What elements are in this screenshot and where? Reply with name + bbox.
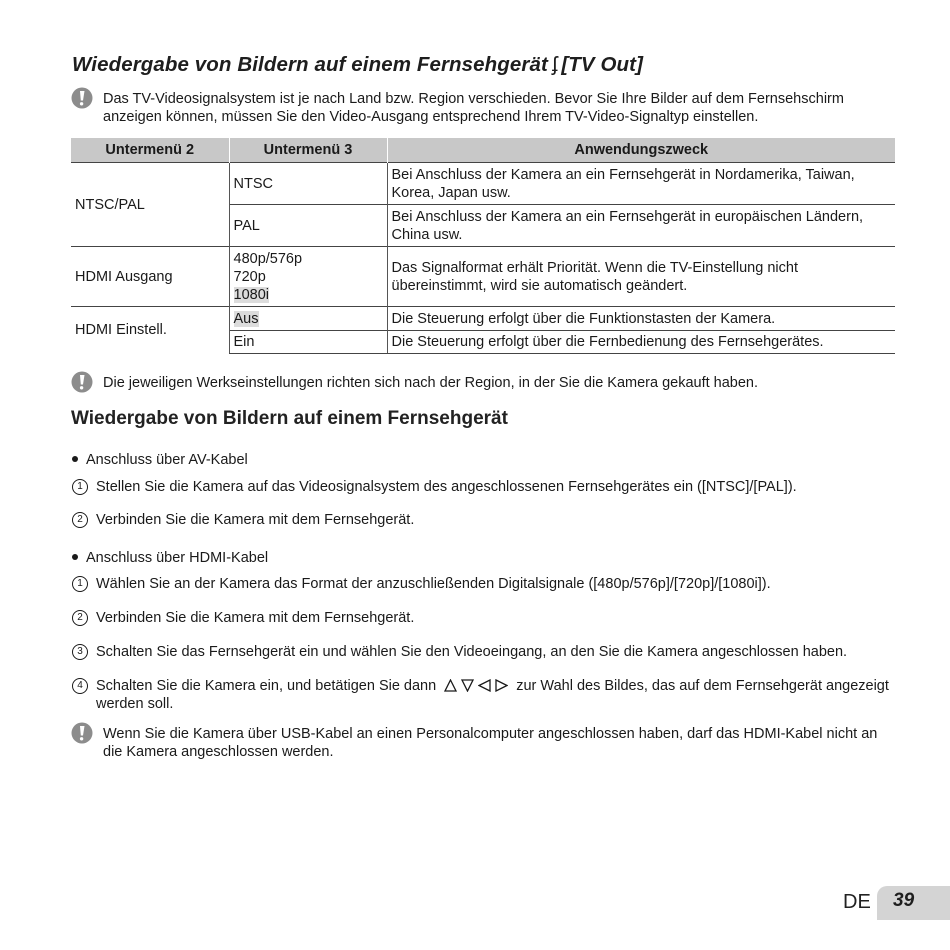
note-2 <box>71 374 903 393</box>
bullet-text: Anschluss über AV-Kabel <box>86 452 248 468</box>
header-purpose: Anwendungszweck <box>387 138 895 163</box>
arrow-keys-icon <box>444 679 508 692</box>
arrow-left-icon <box>478 679 491 692</box>
bullet-text: Anschluss über HDMI-Kabel <box>86 550 269 566</box>
table-cell: Die Steuerung erfolgt über die Funktionstasten der Kamera. <box>387 307 895 331</box>
table-header <box>71 138 895 163</box>
step-item <box>72 643 896 661</box>
section-heading: Wiedergabe von Bildern auf einem Fernsehgerät <box>71 408 508 429</box>
title-menu: [TV Out] <box>561 53 644 76</box>
step-text: Verbinden Sie die Kamera mit dem Fernsehgerät. <box>96 610 415 626</box>
step-text: Schalten Sie das Fernsehgerät ein und wählen Sie den Videoeingang, an den Sie die Kamera angeschlossen haben. <box>96 644 848 660</box>
step-text: Verbinden Sie die Kamera mit dem Fernsehgerät. <box>96 512 415 528</box>
caution-icon <box>71 722 93 744</box>
step-text-part: Schalten Sie die Kamera ein, und betätigen Sie dann <box>96 678 441 694</box>
setup-icon: ʄ <box>551 53 558 76</box>
settings-table <box>71 138 895 354</box>
table-cell: HDMI Einstell. <box>71 307 229 354</box>
step-number: 3 <box>72 644 88 660</box>
step-number: 2 <box>72 610 88 626</box>
step-text: Wählen Sie an der Kamera das Format der anzuschließenden Digitalsignale ([480p/576p]/[720p]/[1080i]). <box>96 576 771 592</box>
table-row <box>71 163 895 205</box>
note-1 <box>71 90 893 126</box>
arrow-up-icon <box>444 679 457 692</box>
table-cell: Das Signalformat erhält Priorität. Wenn die TV-Einstellung nicht übereinstimmt, wird sie automatisch geändert. <box>387 247 895 307</box>
header-submenu3: Untermenü 3 <box>229 138 387 163</box>
step-text <box>96 677 896 713</box>
bullet-hdmi <box>72 549 268 567</box>
step-text: Stellen Sie die Kamera auf das Videosignalsystem des angeschlossenen Fernsehgerätes ein ([NTSC]/[PAL]). <box>96 479 797 495</box>
caution-icon <box>71 371 93 393</box>
table-cell: NTSC/PAL <box>71 163 229 247</box>
step-number: 2 <box>72 512 88 528</box>
table-row <box>71 307 895 331</box>
language-label: DE <box>843 891 871 913</box>
step-text-part: zur Wahl des Bildes, das auf dem Fernsehgerät angezeigt werden soll. <box>96 678 889 712</box>
step-number: 1 <box>72 479 88 495</box>
step-item <box>72 575 896 593</box>
title-text: Wiedergabe von Bildern auf einem Fernsehgerät <box>72 53 548 76</box>
table-row <box>71 247 895 307</box>
option-value-default: 1080i <box>233 286 269 303</box>
caution-icon <box>71 87 93 109</box>
option-value-default: Aus <box>233 310 259 327</box>
page-number: 39 <box>893 890 915 911</box>
table-cell: PAL <box>229 205 387 247</box>
note-text: Wenn Sie die Kamera über USB-Kabel an einen Personalcomputer angeschlossen haben, darf das HDMI-Kabel nicht an die Kamera angeschlossen werden. <box>103 726 878 760</box>
table-cell <box>229 247 387 307</box>
page-title <box>72 53 643 77</box>
arrow-right-icon <box>495 679 508 692</box>
step-number: 1 <box>72 576 88 592</box>
header-submenu2: Untermenü 2 <box>71 138 229 163</box>
table-cell: Die Steuerung erfolgt über die Fernbedienung des Fernsehgerätes. <box>387 331 895 354</box>
bullet-av <box>72 451 248 469</box>
note-3 <box>71 725 893 761</box>
bullet-icon <box>72 456 78 462</box>
note-text: Das TV-Videosignalsystem ist je nach Land bzw. Region verschieden. Bevor Sie Ihre Bilder auf dem Fernsehschirm anzeigen können, müssen Sie den Video-Ausgang entsprechend Ihrem TV-Video-Signaltyp einstellen. <box>103 91 844 125</box>
option-value: 480p/576p <box>233 250 303 267</box>
table-cell: HDMI Ausgang <box>71 247 229 307</box>
step-item <box>72 609 896 627</box>
table-cell: Bei Anschluss der Kamera an ein Fernsehgerät in Nordamerika, Taiwan, Korea, Japan usw. <box>387 163 895 205</box>
table-cell: NTSC <box>229 163 387 205</box>
step-item <box>72 478 896 496</box>
arrow-down-icon <box>461 679 474 692</box>
step-number: 4 <box>72 678 88 694</box>
table-cell: Bei Anschluss der Kamera an ein Fernsehgerät in europäischen Ländern, China usw. <box>387 205 895 247</box>
bullet-icon <box>72 554 78 560</box>
note-text: Die jeweiligen Werkseinstellungen richten sich nach der Region, in der Sie die Kamera gekauft haben. <box>103 375 759 391</box>
option-value: 720p <box>233 268 266 285</box>
table-cell: Ein <box>229 331 387 354</box>
step-item <box>72 511 896 529</box>
step-item <box>72 677 896 713</box>
